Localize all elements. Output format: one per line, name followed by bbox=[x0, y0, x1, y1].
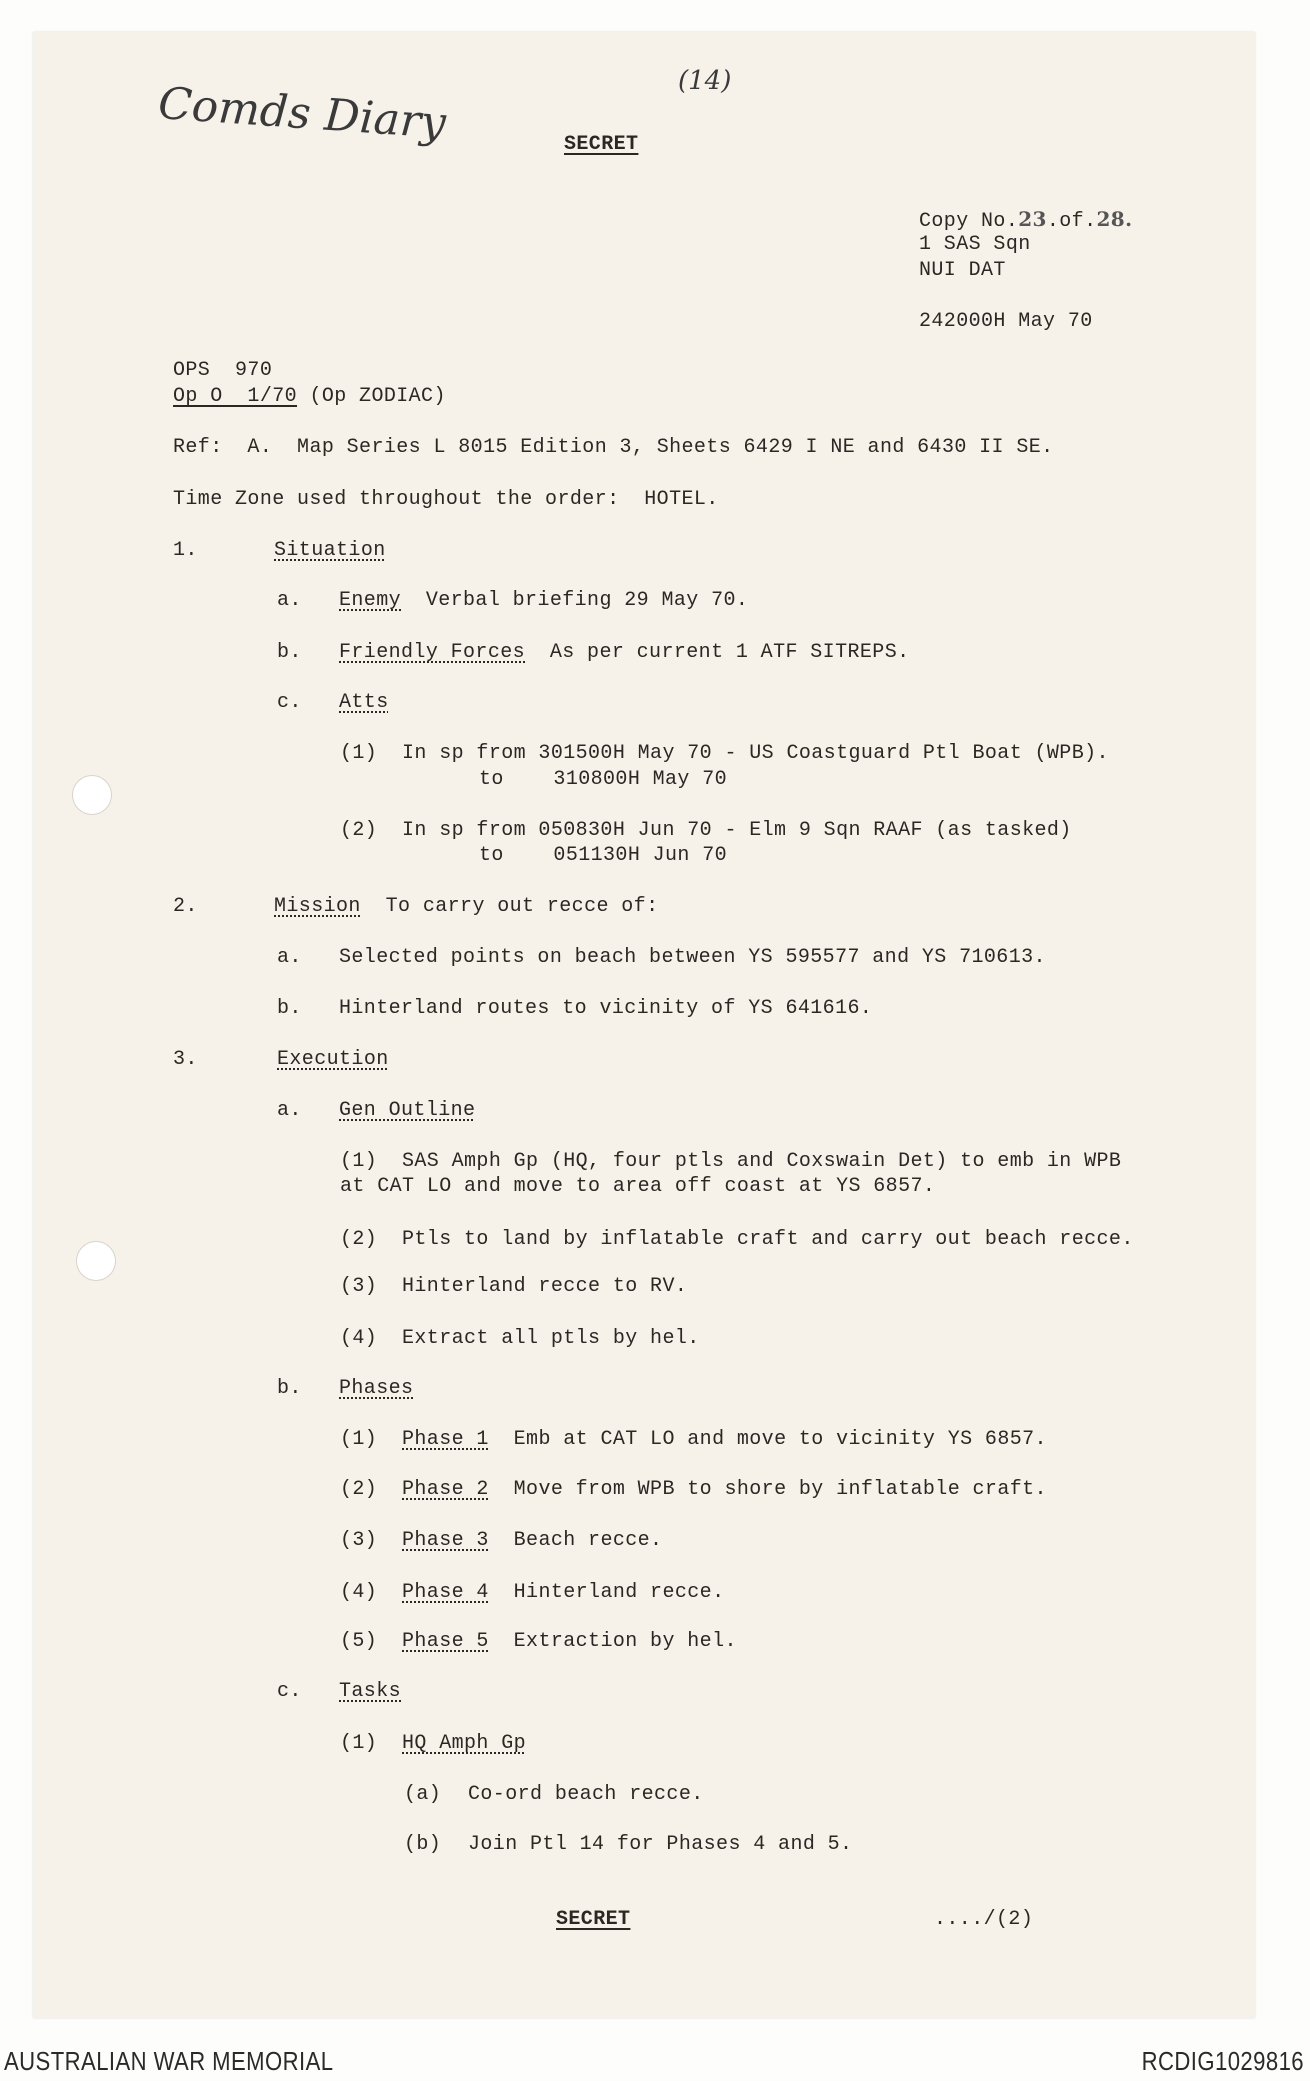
phase-text: Extraction by hel. bbox=[513, 1630, 737, 1653]
enemy-para bbox=[339, 588, 748, 614]
para-letter: c. bbox=[277, 691, 302, 714]
outline-item: Ptls to land by inflatable craft and carry out beach recce. bbox=[402, 1228, 1134, 1251]
phase-label: Phase 4 bbox=[402, 1581, 489, 1604]
footer-item-id: RCDIG1029816 bbox=[1141, 2046, 1304, 2076]
subitem-letter: (b) bbox=[404, 1833, 442, 1856]
atts-item-cont: to 051130H Jun 70 bbox=[479, 844, 728, 867]
task-head: HQ Amph Gp bbox=[402, 1732, 527, 1755]
item-number: (3) bbox=[340, 1529, 378, 1552]
gen-outline-head: Gen Outline bbox=[339, 1099, 476, 1122]
section-2-title: Mission bbox=[274, 895, 361, 918]
para-letter: b. bbox=[277, 641, 302, 664]
para-letter: a. bbox=[277, 946, 302, 969]
friendly-forces-para bbox=[339, 640, 910, 666]
item-number: (2) bbox=[340, 1228, 378, 1251]
copy-total: 28. bbox=[1096, 207, 1133, 231]
section-1-title: Situation bbox=[274, 539, 386, 562]
phase-label: Phase 1 bbox=[402, 1428, 489, 1451]
section-2-number: 2. bbox=[173, 895, 198, 918]
punch-hole bbox=[72, 775, 112, 815]
item-number: (1) bbox=[340, 1428, 378, 1451]
item-number: (4) bbox=[340, 1581, 378, 1604]
reference bbox=[173, 435, 1054, 461]
phase-label: Phase 5 bbox=[402, 1630, 489, 1653]
item-number: (4) bbox=[340, 1327, 378, 1350]
tasks-head: Tasks bbox=[339, 1680, 402, 1703]
outline-item-cont: at CAT LO and move to area off coast at YS 6857. bbox=[340, 1175, 936, 1198]
phase-text: Hinterland recce. bbox=[513, 1581, 725, 1604]
para-head: Friendly Forces bbox=[339, 641, 526, 664]
folio-number: (14) bbox=[678, 66, 732, 96]
phase-item bbox=[402, 1427, 1047, 1453]
location: NUI DAT bbox=[919, 259, 1006, 282]
phase-label: Phase 2 bbox=[402, 1478, 489, 1501]
item-number: (2) bbox=[340, 1478, 378, 1501]
time-zone: Time Zone used throughout the order: HOTEL. bbox=[173, 488, 719, 511]
atts-item: In sp from 050830H Jun 70 - Elm 9 Sqn RAAF (as tasked) bbox=[402, 819, 1072, 842]
phases-head: Phases bbox=[339, 1377, 414, 1400]
item-number: (2) bbox=[340, 819, 378, 842]
task-item: Join Ptl 14 for Phases 4 and 5. bbox=[468, 1833, 853, 1856]
para-text: Selected points on beach between YS 595577 and YS 710613. bbox=[339, 946, 1046, 969]
section-3-title: Execution bbox=[277, 1048, 389, 1071]
phase-label: Phase 3 bbox=[402, 1529, 489, 1552]
para-text: Hinterland routes to vicinity of YS 641616. bbox=[339, 997, 873, 1020]
ref-text: Map Series L 8015 Edition 3, Sheets 6429 I NE and 6430 II SE. bbox=[297, 436, 1054, 459]
phase-text: Emb at CAT LO and move to vicinity YS 6857. bbox=[513, 1428, 1047, 1451]
op-order bbox=[173, 384, 446, 410]
mission-para bbox=[274, 894, 658, 920]
item-number: (1) bbox=[340, 1732, 378, 1755]
dtg: 242000H May 70 bbox=[919, 310, 1093, 333]
para-text: As per current 1 ATF SITREPS. bbox=[549, 641, 910, 664]
outline-item: Extract all ptls by hel. bbox=[402, 1327, 700, 1350]
phase-item bbox=[402, 1580, 724, 1606]
para-text: Verbal briefing 29 May 70. bbox=[425, 589, 749, 612]
atts-item: In sp from 301500H May 70 - US Coastguard Ptl Boat (WPB). bbox=[402, 742, 1109, 765]
atts-head: Atts bbox=[339, 691, 389, 714]
continuation-marker: ..../(2) bbox=[934, 1908, 1034, 1931]
item-number: (5) bbox=[340, 1630, 378, 1653]
item-number: (1) bbox=[340, 742, 378, 765]
footer-archive-name: AUSTRALIAN WAR MEMORIAL bbox=[4, 2046, 334, 2076]
phase-item bbox=[402, 1477, 1047, 1503]
ops-number: OPS 970 bbox=[173, 359, 273, 382]
subitem-letter: (a) bbox=[404, 1783, 442, 1806]
unit: 1 SAS Sqn bbox=[919, 233, 1031, 256]
ref-letter: A. bbox=[247, 436, 273, 459]
op-name: (Op ZODIAC) bbox=[309, 385, 446, 408]
section-1-number: 1. bbox=[173, 539, 198, 562]
copy-no: 23 bbox=[1018, 207, 1047, 231]
outline-item: SAS Amph Gp (HQ, four ptls and Coxswain Det) to emb in WPB bbox=[402, 1150, 1122, 1173]
task-item: Co-ord beach recce. bbox=[468, 1783, 704, 1806]
ref-label: Ref: bbox=[173, 436, 223, 459]
handwritten-title: Comds Diary bbox=[156, 78, 448, 149]
copy-label: Copy No. bbox=[919, 210, 1019, 233]
para-letter: a. bbox=[277, 1099, 302, 1122]
section-3-number: 3. bbox=[173, 1048, 198, 1071]
item-number: (1) bbox=[340, 1150, 378, 1173]
copy-of: .of. bbox=[1046, 210, 1097, 233]
para-letter: c. bbox=[277, 1680, 302, 1703]
phase-item bbox=[402, 1528, 662, 1554]
punch-hole bbox=[76, 1241, 116, 1281]
phase-text: Move from WPB to shore by inflatable craft. bbox=[513, 1478, 1047, 1501]
atts-item-cont: to 310800H May 70 bbox=[479, 768, 728, 791]
para-head: Enemy bbox=[339, 589, 402, 612]
item-number: (3) bbox=[340, 1275, 378, 1298]
phase-text: Beach recce. bbox=[513, 1529, 663, 1552]
phase-item bbox=[402, 1629, 737, 1655]
copy-number bbox=[919, 206, 1132, 235]
para-text: To carry out recce of: bbox=[385, 895, 659, 918]
outline-item: Hinterland recce to RV. bbox=[402, 1275, 688, 1298]
classification-top: SECRET bbox=[564, 133, 639, 156]
para-letter: b. bbox=[277, 997, 302, 1020]
para-letter: a. bbox=[277, 589, 302, 612]
op-order-number: Op O 1/70 bbox=[173, 385, 298, 408]
classification-bottom: SECRET bbox=[556, 1908, 631, 1931]
para-letter: b. bbox=[277, 1377, 302, 1400]
